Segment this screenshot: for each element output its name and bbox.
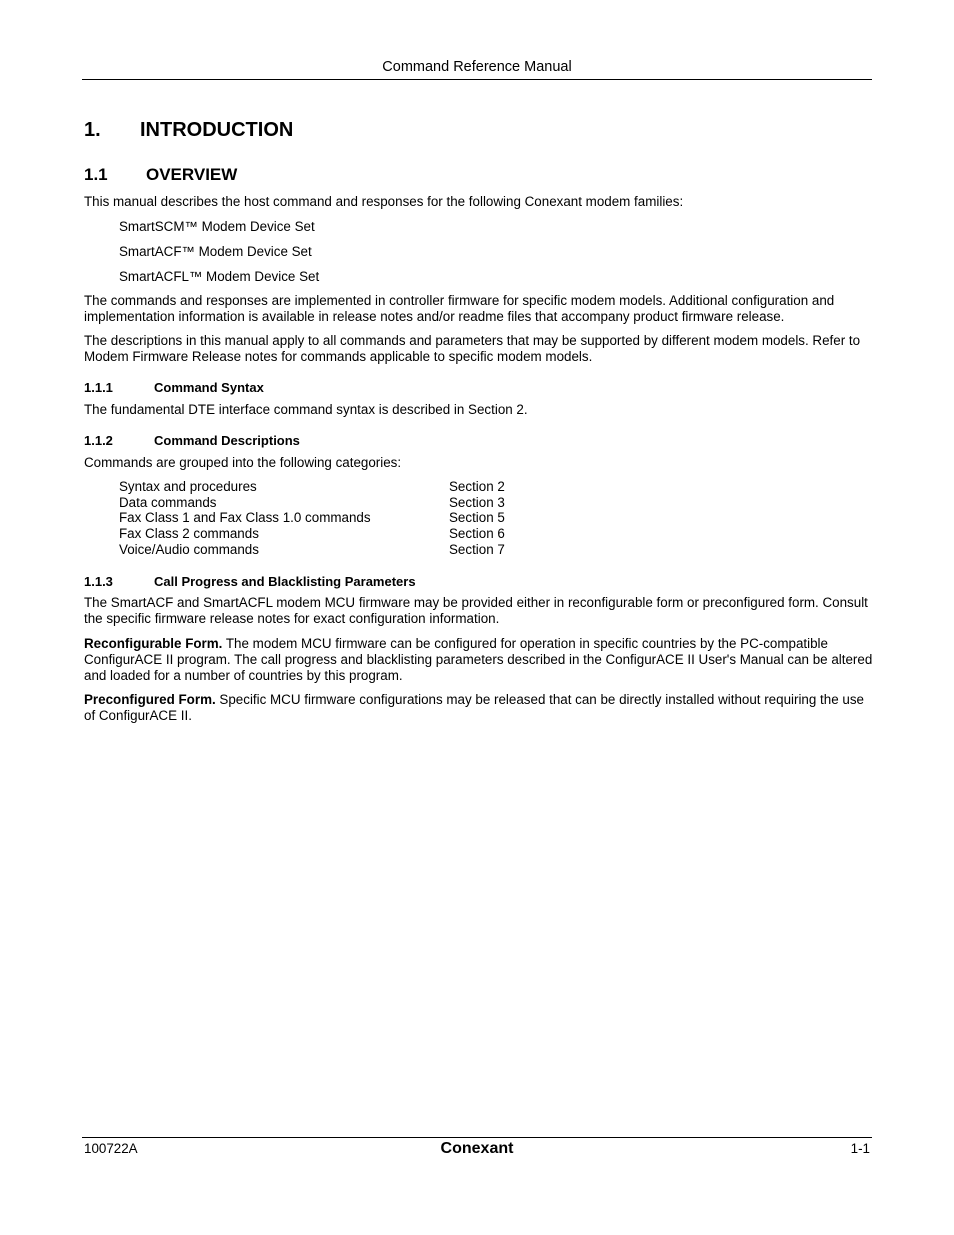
overview-paragraph-1: The commands and responses are implemented in controller firmware for specific modem models. Additional configuration and implementation information is available in release notes and/or readme files that accompany product firmware release.	[84, 293, 835, 324]
chapter-title: INTRODUCTION	[140, 119, 294, 141]
syntax-text: The fundamental DTE interface command syntax is described in Section 2.	[84, 402, 528, 417]
subsection-number: 1.1.2	[84, 433, 113, 448]
company-name: Conexant	[440, 1140, 514, 1157]
section-number: 1.1	[84, 165, 108, 184]
category-section: Section 7	[449, 542, 505, 557]
reconfigurable-text: The modem MCU firmware can be configured for operation in specific countries by the PC-compatible ConfigurACE II program. The call progress and blacklisting parameters described in the ConfigurACE II User's Manual can be altered and loaded for a number of countries by this program.	[84, 636, 873, 683]
overview-intro: This manual describes the host command and responses for the following Conexant modem families:	[84, 194, 684, 209]
subsection-title: Command Descriptions	[154, 433, 300, 448]
callprogress-text: The SmartACF and SmartACFL modem MCU firmware may be provided either in reconfigurable form or preconfigured form. Consult the specific firmware release notes for exact configuration information.	[84, 595, 868, 626]
section-title: OVERVIEW	[146, 165, 238, 184]
subsection-title: Command Syntax	[154, 380, 264, 395]
chapter-number: 1.	[84, 119, 101, 141]
subsection-number: 1.1.1	[84, 380, 113, 395]
footer-rule	[82, 1137, 872, 1138]
descriptions-text: Commands are grouped into the following categories:	[84, 455, 402, 470]
category-name: Fax Class 2 commands	[119, 526, 259, 541]
preconfigured-label: Preconfigured Form.	[84, 692, 216, 707]
reconfigurable-label: Reconfigurable Form.	[84, 636, 223, 651]
family-item: SmartACF™ Modem Device Set	[119, 244, 312, 259]
category-section: Section 5	[449, 510, 505, 525]
page-number: 1-1	[850, 1141, 870, 1156]
category-name: Syntax and procedures	[119, 479, 257, 494]
subsection-number: 1.1.3	[84, 574, 113, 589]
running-header: Command Reference Manual	[382, 59, 572, 75]
overview-paragraph-2: The descriptions in this manual apply to all commands and parameters that may be supported by different modem models. Refer to Modem Firmware Release notes for commands applicable to specific modem models.	[84, 333, 861, 364]
category-section: Section 3	[449, 495, 505, 510]
preconfigured-paragraph	[84, 692, 874, 724]
family-item: SmartACFL™ Modem Device Set	[119, 269, 320, 284]
category-section: Section 2	[449, 479, 505, 494]
document-number: 100722A	[84, 1141, 138, 1156]
category-section: Section 6	[449, 526, 505, 541]
category-name: Voice/Audio commands	[119, 542, 259, 557]
category-name: Data commands	[119, 495, 217, 510]
header-rule	[82, 79, 872, 80]
reconfigurable-paragraph	[84, 636, 874, 684]
preconfigured-text: Specific MCU firmware configurations may be released that can be directly installed without requiring the use of ConfigurACE II.	[84, 692, 864, 723]
subsection-title: Call Progress and Blacklisting Parameters	[154, 574, 416, 589]
category-name: Fax Class 1 and Fax Class 1.0 commands	[119, 510, 371, 525]
family-item: SmartSCM™ Modem Device Set	[119, 219, 315, 234]
